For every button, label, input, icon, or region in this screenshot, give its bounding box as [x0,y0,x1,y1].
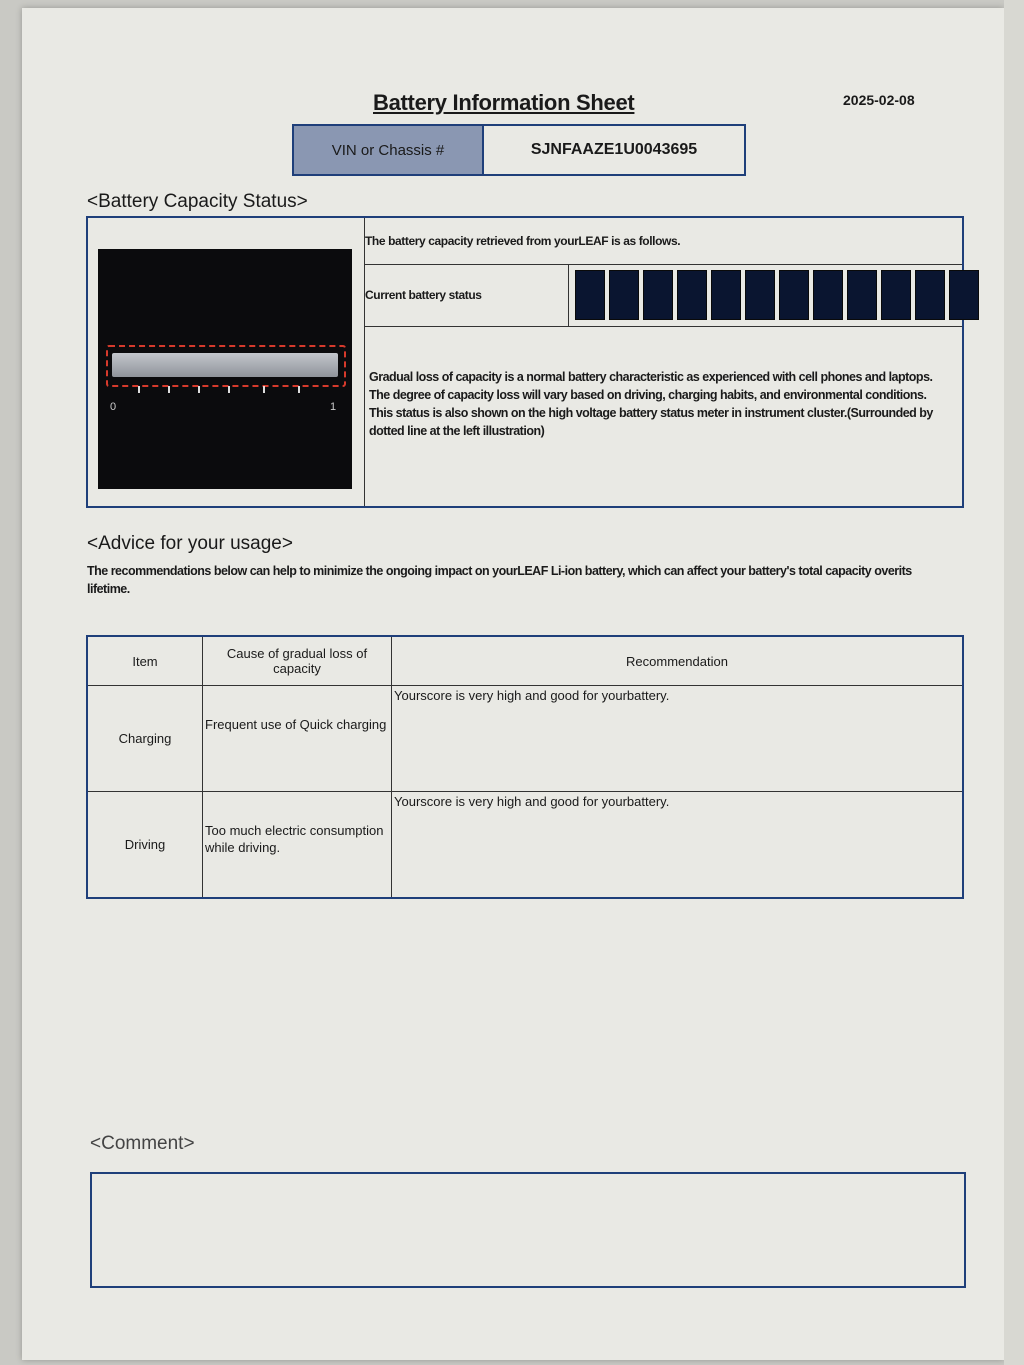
table-header-row [87,636,963,686]
vin-label: VIN or Chassis # [294,126,484,174]
battery-segment [915,270,945,320]
header-item: Item [87,636,203,686]
document-title: Battery Information Sheet [373,90,635,115]
battery-segment [847,270,877,320]
document-date: 2025-02-08 [843,92,915,108]
row-cause: Frequent use of Quick charging [205,717,387,732]
battery-segment [813,270,843,320]
advice-table [86,635,964,899]
row-cause: Too much electric consumption while driving. [205,823,384,855]
meter-illustration-cell [88,218,365,506]
capacity-section-title: <Battery Capacity Status> [87,191,308,212]
meter-tick [138,386,140,393]
battery-segments [575,270,979,320]
battery-segment [745,270,775,320]
capacity-description: Gradual loss of capacity is a normal battery characteristic as experienced with cell phones and laptops. The degree of capacity loss will vary based on driving, charging habits, and environmental conditions. This status is also shown on the high voltage battery status meter in instrument cluster.(Surrounded by dotted line at the left illustration) [369,370,933,438]
meter-min-label: 0 [110,401,117,413]
header-recommendation: Recommendation [392,636,964,686]
header-cause: Cause of gradual loss of capacity [203,636,392,686]
battery-status-row [365,264,962,327]
capacity-status-box [86,216,964,508]
battery-segment [575,270,605,320]
table-row [87,686,963,792]
retrieved-text: The battery capacity retrieved from yourLEAF is as follows. [365,218,962,265]
row-item: Charging [87,686,203,792]
battery-meter-illustration [98,249,352,489]
battery-segment [711,270,741,320]
battery-segment [949,270,979,320]
comment-section-title: <Comment> [90,1133,195,1154]
battery-segment [779,270,809,320]
meter-tick [263,386,265,393]
battery-status-label: Current battery status [365,264,569,326]
row-recommendation: Yourscore is very high and good for yourbattery. [394,688,670,703]
page-edge [1004,0,1024,1365]
meter-tick [198,386,200,393]
meter-tick [168,386,170,393]
comment-box [90,1172,966,1288]
vin-box [292,124,746,176]
dotted-highlight [106,345,346,387]
meter-max-label: 1 [330,401,337,413]
advice-intro: The recommendations below can help to minimize the ongoing impact on yourLEAF Li-ion battery, which can affect your battery's total capacity overits lifetime. [87,564,912,596]
meter-tick [228,386,230,393]
table-row [87,792,963,898]
battery-segment [609,270,639,320]
meter-tick [298,386,300,393]
row-item: Driving [87,792,203,898]
battery-segment [643,270,673,320]
battery-segment [881,270,911,320]
advice-section-title: <Advice for your usage> [87,533,293,554]
battery-segment [677,270,707,320]
row-recommendation: Yourscore is very high and good for yourbattery. [394,794,670,809]
vin-value: SJNFAAZE1U0043695 [530,141,698,158]
